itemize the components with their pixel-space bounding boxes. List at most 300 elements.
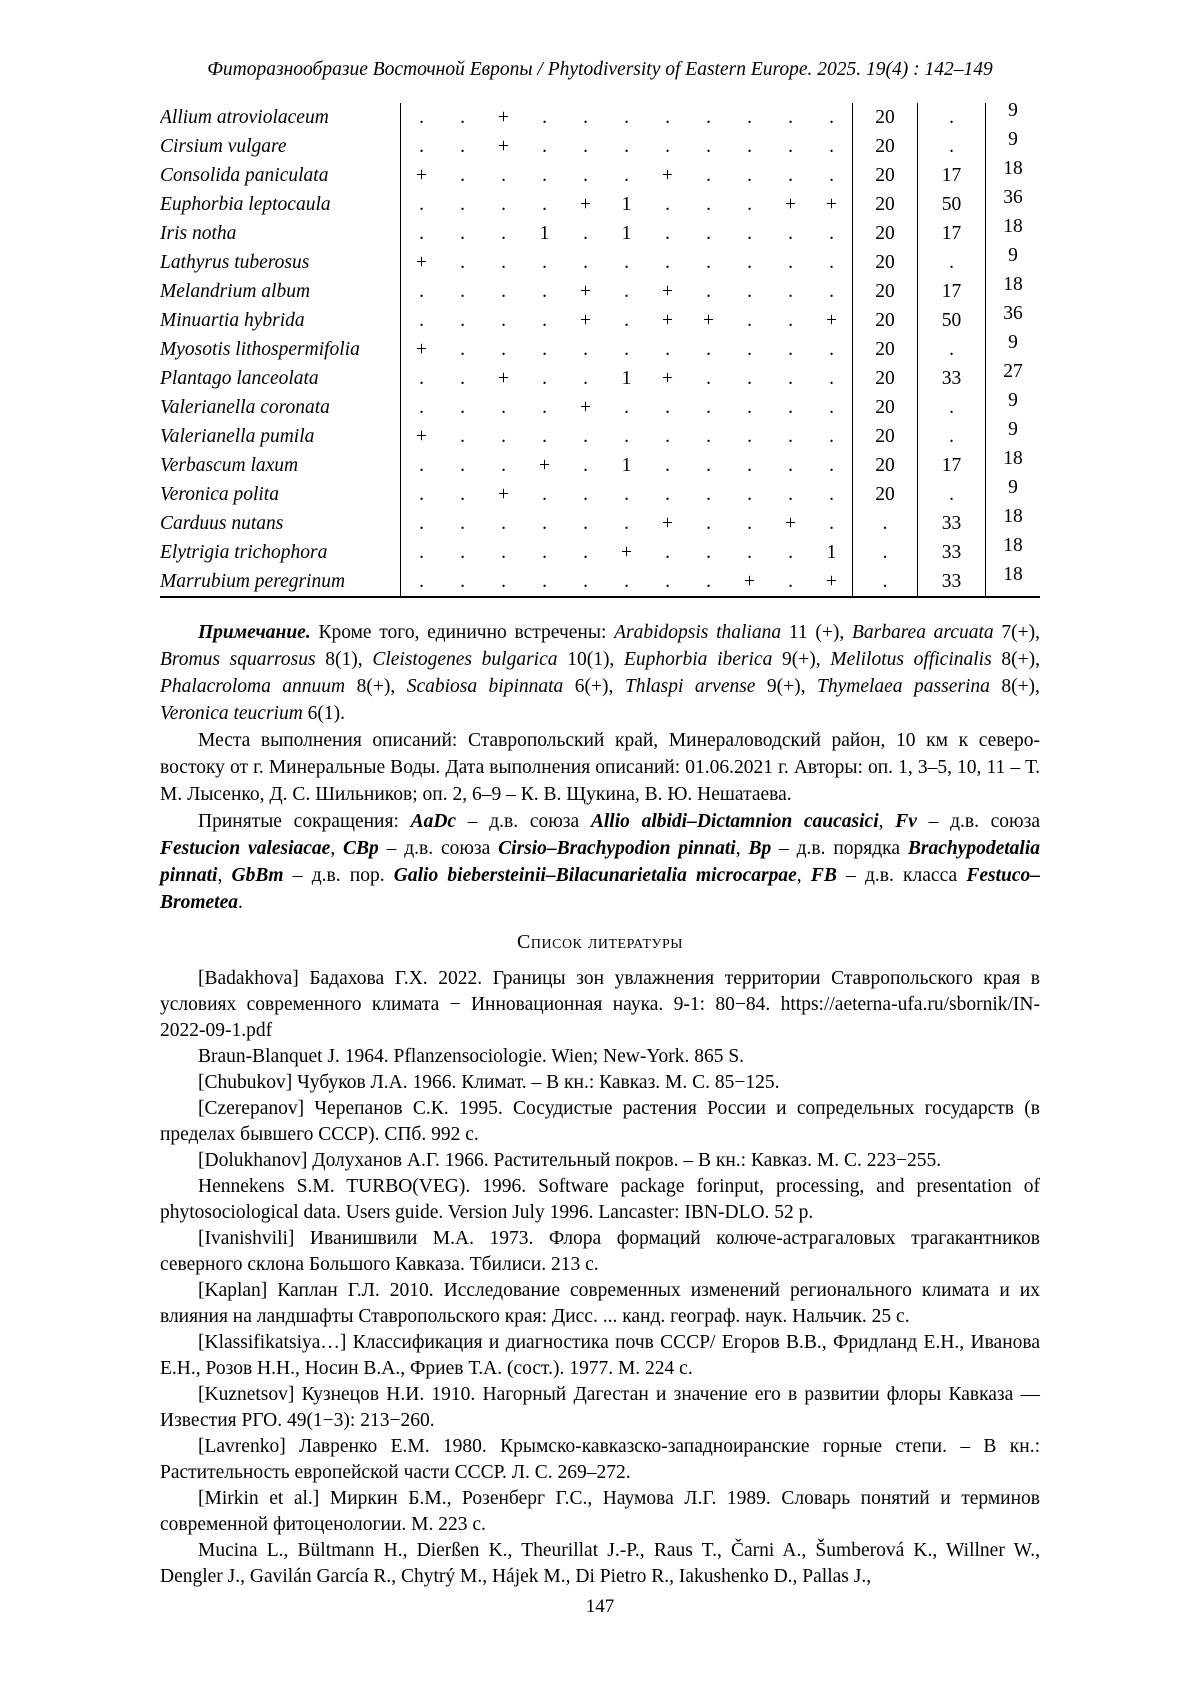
releve-cells — [400, 451, 852, 480]
text-segment: 6(+), — [563, 676, 625, 697]
cell-value: . — [665, 396, 670, 418]
cell-value: + — [416, 164, 427, 186]
cell-value: . — [419, 309, 424, 331]
cell-value: . — [829, 425, 834, 447]
cell-value: . — [583, 222, 588, 244]
cell-value: . — [501, 222, 506, 244]
cell-value: . — [624, 483, 629, 505]
cell-value: . — [788, 570, 793, 592]
text-segment: , — [796, 865, 811, 886]
table-row — [160, 158, 1040, 190]
cell-value: 20 — [875, 223, 895, 244]
cell-value: 20 — [875, 426, 895, 447]
cell-value: . — [624, 106, 629, 128]
releve-cells — [400, 364, 852, 393]
cell-value: . — [419, 541, 424, 563]
cell-value: + — [580, 193, 591, 215]
text-segment: Кроме того, единично встречены: — [318, 622, 615, 643]
cell-value: . — [542, 483, 547, 505]
text-segment: 9(+), — [755, 676, 817, 697]
notes-section — [160, 619, 1040, 916]
text-segment: 10(1), — [557, 649, 624, 670]
cell-value: . — [949, 339, 954, 360]
cell-value: + — [416, 425, 427, 447]
cell-value: . — [949, 397, 954, 418]
stat-col-2 — [917, 451, 985, 480]
cell-value: + — [580, 396, 591, 418]
cell-value: . — [419, 570, 424, 592]
cell-value: . — [829, 367, 834, 389]
stat-col-1 — [852, 509, 917, 538]
cell-value: . — [624, 396, 629, 418]
cell-value: . — [706, 280, 711, 302]
text-segment: Arabidopsis thaliana — [614, 622, 782, 643]
stat-col-2 — [917, 277, 985, 306]
cell-value: . — [583, 541, 588, 563]
cell-value: . — [460, 512, 465, 534]
cell-value: . — [747, 425, 752, 447]
releve-cells — [400, 132, 852, 161]
cell-value: . — [829, 483, 834, 505]
stat-col-3 — [985, 564, 1040, 596]
cell-value: . — [829, 396, 834, 418]
stat-col-1 — [852, 480, 917, 509]
cell-value: . — [829, 512, 834, 534]
cell-value: 9 — [1008, 390, 1018, 411]
cell-value: 1 — [621, 454, 632, 476]
cell-value: . — [460, 396, 465, 418]
text-segment: Bp — [748, 838, 772, 859]
text-segment: Euphorbia iberica — [624, 649, 773, 670]
table-row — [160, 303, 1040, 335]
cell-value: . — [665, 425, 670, 447]
cell-value: . — [501, 309, 506, 331]
releve-cells — [400, 277, 852, 306]
cell-value: . — [747, 222, 752, 244]
text-segment: Melilotus officinalis — [830, 649, 992, 670]
species-name: Melandrium album — [160, 280, 311, 302]
text-segment: – д.в. класса — [836, 865, 967, 886]
cell-value: . — [665, 570, 670, 592]
cell-value: . — [501, 193, 506, 215]
stat-col-2 — [917, 538, 985, 567]
cell-value: . — [665, 106, 670, 128]
releve-cells — [400, 393, 852, 422]
text-segment: , — [217, 865, 232, 886]
species-name: Verbascum laxum — [160, 454, 299, 476]
cell-value: 17 — [941, 455, 962, 476]
stat-col-1 — [852, 567, 917, 596]
cell-value: 9 — [1008, 129, 1018, 150]
stat-col-1 — [852, 277, 917, 306]
cell-value: . — [706, 570, 711, 592]
reference-item: [Ivanishvili] Иванишвили М.А. 1973. Флора формаций колюче-астрагаловых трагакантников северного склона Большого Кавказа. Тбилиси. 213 с. — [160, 1228, 1040, 1275]
species-name: Valerianella coronata — [160, 396, 330, 418]
cell-value: . — [419, 512, 424, 534]
releve-cells — [400, 335, 852, 364]
cell-value: . — [419, 222, 424, 244]
reference-item: [Badakhova] Бадахова Г.Х. 2022. Границы зон увлажнения территории Ставропольского края в условиях современного климата − Инновационная наука. 9-1: 80−84. https://aeterna-ufa.ru/sbornik/IN-2022-09-1.pdf — [160, 968, 1040, 1041]
cell-value: . — [583, 512, 588, 534]
cell-value: . — [460, 367, 465, 389]
text-segment: 8(+), — [345, 676, 407, 697]
stat-col-2 — [917, 161, 985, 190]
cell-value: . — [583, 338, 588, 360]
stat-col-2 — [917, 567, 985, 596]
species-name: Marrubium peregrinum — [160, 570, 346, 592]
stat-col-1 — [852, 538, 917, 567]
cell-value: . — [542, 338, 547, 360]
stat-col-1 — [852, 335, 917, 364]
releve-cells — [400, 306, 852, 335]
reference-item: [Lavrenko] Лавренко Е.М. 1980. Крымско-кавказско-западноиранские горные степи. – В кн.: Растительность европейской части СССР. Л. С. 269–272. — [160, 1436, 1040, 1483]
cell-value: + — [703, 309, 714, 331]
text-segment: Veronica teucrium — [160, 703, 303, 724]
cell-value: . — [460, 251, 465, 273]
cell-value: 18 — [1003, 216, 1023, 237]
cell-value: . — [542, 570, 547, 592]
text-segment: , — [735, 838, 749, 859]
species-name: Minuartia hybrida — [160, 309, 305, 331]
cell-value: . — [788, 396, 793, 418]
cell-value: 1 — [621, 367, 632, 389]
cell-value: . — [747, 483, 752, 505]
journal-header: Фиторазнообразие Восточной Европы / Phytodiversity of Eastern Europe. 2025. 19(4) : 142–149 — [207, 59, 993, 80]
cell-value: + — [416, 251, 427, 273]
cell-value: . — [829, 106, 834, 128]
cell-value: 1 — [621, 222, 632, 244]
cell-value: . — [788, 106, 793, 128]
cell-value: . — [788, 309, 793, 331]
releve-cells — [400, 480, 852, 509]
cell-value: . — [542, 251, 547, 273]
cell-value: + — [785, 512, 796, 534]
text-segment: – д.в. союза — [916, 811, 1040, 832]
cell-value: . — [624, 425, 629, 447]
text-segment: GbBm — [231, 865, 284, 886]
cell-value: 18 — [1003, 506, 1023, 527]
text-segment: 8(+), — [991, 649, 1040, 670]
cell-value: . — [501, 164, 506, 186]
table-row — [160, 448, 1040, 480]
text-segment: CBp — [343, 838, 379, 859]
stat-col-1 — [852, 364, 917, 393]
cell-value: . — [788, 164, 793, 186]
cell-value: + — [580, 309, 591, 331]
cell-value: . — [624, 309, 629, 331]
stat-col-1 — [852, 393, 917, 422]
table-row — [160, 564, 1040, 596]
cell-value: . — [747, 193, 752, 215]
text-segment: Galio biebersteinii–Bilacunarietalia microcarpae — [393, 865, 797, 886]
cell-value: . — [542, 541, 547, 563]
species-name: Veronica polita — [160, 483, 279, 505]
abbreviations-paragraph — [160, 808, 1040, 916]
cell-value: . — [665, 222, 670, 244]
cell-value: 50 — [941, 194, 962, 215]
cell-value: . — [747, 396, 752, 418]
cell-value: 17 — [941, 223, 962, 244]
cell-value: . — [583, 251, 588, 273]
cell-value: . — [624, 280, 629, 302]
species-name: Valerianella pumila — [160, 425, 315, 447]
cell-value: . — [665, 251, 670, 273]
cell-value: . — [788, 135, 793, 157]
stat-col-2 — [917, 335, 985, 364]
text-segment: Barbarea arcuata — [851, 622, 994, 643]
table-row — [160, 274, 1040, 306]
reference-item: [Mirkin et al.] Миркин Б.М., Розенберг Г.С., Наумова Л.Г. 1989. Словарь понятий и терминов современной фитоценологии. М. 223 с. — [160, 1488, 1040, 1535]
cell-value: . — [501, 541, 506, 563]
cell-value: 20 — [875, 310, 895, 331]
cell-value: . — [460, 338, 465, 360]
stat-col-2 — [917, 480, 985, 509]
species-name: Iris notha — [160, 222, 237, 244]
cell-value: . — [460, 280, 465, 302]
cell-value: . — [542, 280, 547, 302]
cell-value: 20 — [875, 455, 895, 476]
cell-value: . — [542, 309, 547, 331]
cell-value: . — [419, 367, 424, 389]
releve-cells — [400, 219, 852, 248]
cell-value: + — [826, 193, 837, 215]
text-segment: Phalacroloma annuum — [160, 676, 346, 697]
cell-value: 33 — [941, 571, 962, 592]
stat-col-2 — [917, 190, 985, 219]
species-name: Myosotis lithospermifolia — [160, 338, 360, 360]
cell-value: . — [788, 251, 793, 273]
cell-value: + — [662, 164, 673, 186]
cell-value: + — [662, 512, 673, 534]
stat-col-1 — [852, 219, 917, 248]
species-name: Elytrigia trichophora — [160, 541, 328, 563]
cell-value: 36 — [1003, 187, 1023, 208]
cell-value: + — [785, 193, 796, 215]
table-row — [160, 361, 1040, 393]
stat-col-2 — [917, 422, 985, 451]
cell-value: . — [747, 367, 752, 389]
cell-value: . — [542, 512, 547, 534]
cell-value: . — [665, 541, 670, 563]
cell-value: . — [542, 425, 547, 447]
species-name: Allium atroviolaceum — [160, 106, 329, 128]
stat-col-2 — [917, 364, 985, 393]
cell-value: . — [542, 193, 547, 215]
text-segment: , — [330, 838, 344, 859]
cell-value: . — [501, 396, 506, 418]
cell-value: . — [706, 164, 711, 186]
table-row — [160, 535, 1040, 567]
cell-value: . — [419, 454, 424, 476]
cell-value: . — [624, 338, 629, 360]
cell-value: 33 — [941, 368, 962, 389]
text-segment: 7(+), — [993, 622, 1040, 643]
cell-value: . — [583, 367, 588, 389]
note-paragraph — [160, 619, 1040, 727]
cell-value: 18 — [1003, 274, 1023, 295]
table-row — [160, 216, 1040, 248]
text-segment: Thymelaea passerina — [817, 676, 990, 697]
text-segment: – д.в. порядка — [771, 838, 908, 859]
stat-col-1 — [852, 161, 917, 190]
cell-value: . — [542, 164, 547, 186]
text-segment: – д.в. пор. — [283, 865, 394, 886]
cell-value: 18 — [1003, 564, 1023, 585]
cell-value: . — [882, 542, 888, 563]
cell-value: 9 — [1008, 100, 1018, 121]
table-row — [160, 477, 1040, 509]
cell-value: + — [826, 570, 837, 592]
cell-value: . — [747, 454, 752, 476]
cell-value: 17 — [941, 281, 962, 302]
cell-value: 20 — [875, 484, 895, 505]
releve-cells — [400, 567, 852, 596]
text-segment: . — [238, 892, 243, 913]
stat-col-2 — [917, 103, 985, 132]
cell-value: . — [747, 251, 752, 273]
reference-item: [Czerepanov] Черепанов С.К. 1995. Сосудистые растения России и сопредельных государств (в пределах бывшего СССР). СПб. 992 с. — [160, 1098, 1040, 1145]
species-name: Consolida paniculata — [160, 164, 329, 186]
text-segment: – д.в. союза — [378, 838, 499, 859]
species-name: Plantago lanceolata — [160, 367, 319, 389]
cell-value: + — [416, 338, 427, 360]
cell-value: . — [747, 338, 752, 360]
cell-value: 18 — [1003, 158, 1023, 179]
cell-value: . — [706, 135, 711, 157]
cell-value: . — [501, 251, 506, 273]
cell-value: . — [706, 483, 711, 505]
releve-cells — [400, 190, 852, 219]
cell-value: 27 — [1003, 361, 1023, 382]
cell-value: . — [665, 483, 670, 505]
cell-value: . — [747, 512, 752, 534]
references-list — [160, 966, 1040, 1590]
cell-value: . — [583, 483, 588, 505]
cell-value: . — [706, 222, 711, 244]
cell-value: . — [460, 309, 465, 331]
cell-value: . — [747, 106, 752, 128]
cell-value: 20 — [875, 136, 895, 157]
cell-value: . — [624, 164, 629, 186]
locations-paragraph — [160, 727, 1040, 808]
cell-value: . — [706, 338, 711, 360]
text-segment: Bromus squarrosus — [160, 649, 316, 670]
cell-value: + — [580, 280, 591, 302]
table-row — [160, 332, 1040, 364]
cell-value: 9 — [1008, 245, 1018, 266]
cell-value: . — [501, 280, 506, 302]
cell-value: 1 — [826, 541, 837, 563]
cell-value: . — [665, 193, 670, 215]
cell-value: . — [583, 570, 588, 592]
text-segment: Scabiosa bipinnata — [406, 676, 564, 697]
cell-value: . — [624, 135, 629, 157]
releve-cells — [400, 248, 852, 277]
text-segment: Festuco–Brometea — [160, 865, 1040, 913]
text-segment: 8(+), — [989, 676, 1040, 697]
stat-col-2 — [917, 219, 985, 248]
cell-value: 20 — [875, 368, 895, 389]
releve-cells — [400, 509, 852, 538]
cell-value: 50 — [941, 310, 962, 331]
species-name: Cirsium vulgare — [160, 135, 287, 157]
cell-value: . — [949, 252, 954, 273]
cell-value: . — [788, 483, 793, 505]
cell-value: . — [501, 425, 506, 447]
stat-col-1 — [852, 132, 917, 161]
stat-col-2 — [917, 393, 985, 422]
reference-item: Mucina L., Bültmann H., Dierßen K., Theurillat J.-P., Raus T., Čarni A., Šumberová K., Willner W., Dengler J., Gavilán García R., Chytrý M., Hájek M., Di Pietro R., Iakushenko D., Pallas J., — [160, 1540, 1040, 1587]
cell-value: . — [882, 571, 888, 592]
cell-value: . — [501, 570, 506, 592]
cell-value: . — [542, 367, 547, 389]
text-segment: AaDc — [410, 811, 457, 832]
reference-item: [Klassifikatsiya…] Классификация и диагностика почв СССР/ Егоров В.В., Фридланд Е.Н., Иванова Е.Н., Розов Н.Н., Носин В.А., Фриев Т.А. (сост.). 1977. М. 224 с. — [160, 1332, 1040, 1379]
cell-value: . — [747, 280, 752, 302]
cell-value: . — [747, 135, 752, 157]
cell-value: . — [460, 541, 465, 563]
stat-col-2 — [917, 248, 985, 277]
cell-value: . — [706, 106, 711, 128]
cell-value: 18 — [1003, 535, 1023, 556]
table-row — [160, 419, 1040, 451]
cell-value: . — [501, 338, 506, 360]
stat-col-1 — [852, 103, 917, 132]
cell-value: 20 — [875, 397, 895, 418]
text-segment: FB — [810, 865, 837, 886]
cell-value: . — [788, 367, 793, 389]
cell-value: . — [665, 135, 670, 157]
reference-item: [Dolukhanov] Долуханов А.Г. 1966. Растительный покров. – В кн.: Кавказ. М. С. 223−255. — [198, 1150, 942, 1171]
text-segment: Allio albidi–Dictamnion caucasici — [590, 811, 879, 832]
table-row — [160, 100, 1040, 132]
cell-value: + — [744, 570, 755, 592]
cell-value: . — [706, 367, 711, 389]
cell-value: . — [882, 513, 888, 534]
cell-value: . — [829, 135, 834, 157]
text-segment: Fv — [895, 811, 917, 832]
cell-value: . — [419, 106, 424, 128]
stat-col-1 — [852, 190, 917, 219]
cell-value: + — [539, 454, 550, 476]
cell-value: 20 — [875, 281, 895, 302]
cell-value: . — [706, 425, 711, 447]
cell-value: . — [501, 454, 506, 476]
text-segment: Festucion valesiacae — [160, 838, 331, 859]
reference-item: [Chubukov] Чубуков Л.А. 1966. Климат. – В кн.: Кавказ. М. С. 85−125. — [198, 1072, 780, 1093]
text-segment: 11 (+), — [781, 622, 852, 643]
cell-value: . — [583, 164, 588, 186]
cell-value: . — [788, 222, 793, 244]
page-number: 147 — [585, 1596, 615, 1617]
cell-value: 17 — [941, 165, 962, 186]
cell-value: + — [826, 309, 837, 331]
cell-value: . — [665, 454, 670, 476]
cell-value: . — [583, 425, 588, 447]
species-name: Carduus nutans — [160, 512, 284, 534]
cell-value: 1 — [539, 222, 550, 244]
cell-value: + — [498, 483, 509, 505]
cell-value: . — [542, 106, 547, 128]
text-segment: Принятые сокращения: — [198, 811, 411, 832]
cell-value: . — [624, 570, 629, 592]
text-segment: , — [878, 811, 896, 832]
text-segment: Места выполнения описаний: Ставропольский край, Минераловодский район, 10 км к северо-востоку от г. Минеральные Воды. Дата выполнения описаний: 01.06.2021 г. Авторы: оп. 1, 3–5, 10, 11 – Т. М. Лысенко, Д. С. Шильников; оп. 2, 6–9 – К. В. Щукина, В. Ю. Нешатаева. — [160, 730, 1040, 805]
cell-value: . — [788, 541, 793, 563]
cell-value: . — [829, 280, 834, 302]
cell-value: . — [788, 454, 793, 476]
cell-value: + — [621, 541, 632, 563]
